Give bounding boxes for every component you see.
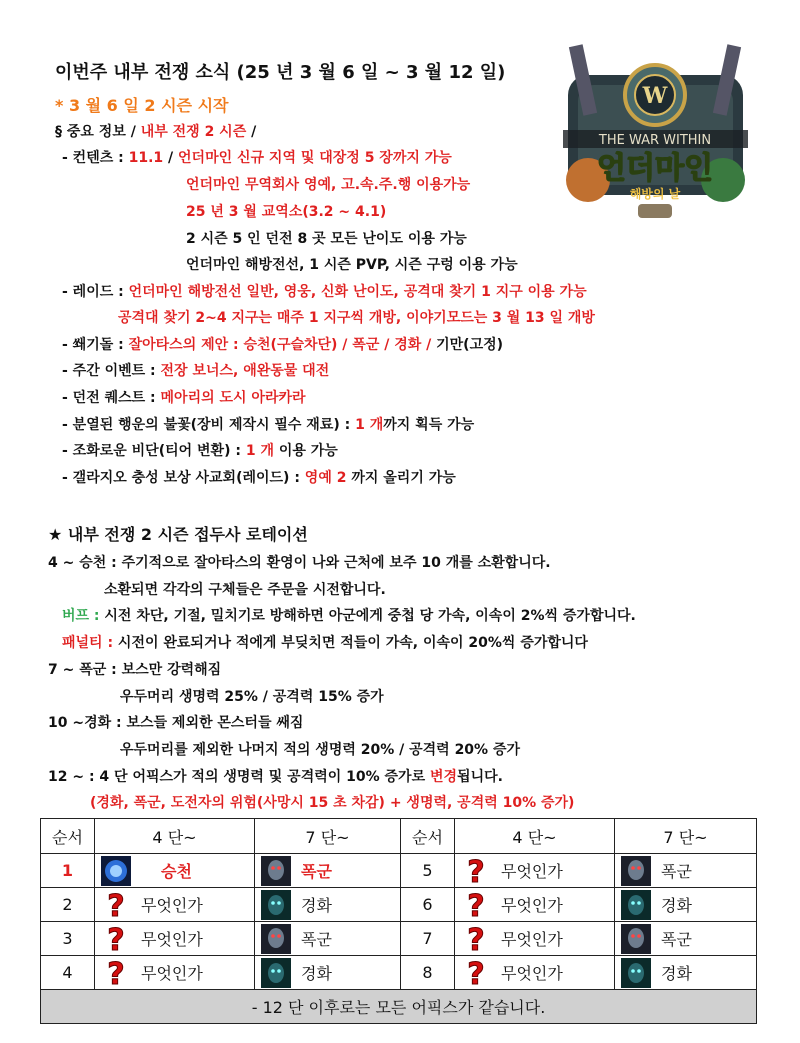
order-cell: 8 xyxy=(401,956,455,990)
content-line-3: 25 년 3 월 교역소(3.2 ~ 4.1) xyxy=(186,204,387,220)
header-7-2: 7 단~ xyxy=(615,819,757,854)
fortified-icon xyxy=(261,890,291,920)
tyrannical-icon xyxy=(261,924,291,954)
affix-4-cell: ? 무엇인가 xyxy=(95,922,255,956)
dungeon-quest-line: - 던전 퀘스트 : 메아리의 도시 아라카라 xyxy=(62,390,306,406)
affix-7-cell: 폭군 xyxy=(615,922,757,956)
affix-7-cell: 폭군 xyxy=(615,854,757,888)
header-7: 7 단~ xyxy=(255,819,401,854)
ascension-line: 4 ~ 승천 : 주기적으로 잘아타스의 환영이 나와 근처에 보주 10 개를 소환합니다. xyxy=(48,555,551,571)
header-4-2: 4 단~ xyxy=(455,819,615,854)
order-cell: 1 xyxy=(41,854,95,888)
raid-line-2: 공격대 찾기 2~4 지구는 매주 1 지구씩 개방, 이야기모드는 3 월 13 일 개방 xyxy=(118,310,595,326)
keystone-line: - 쐐기돌 : 잘아타스의 제안 : 승천(구슬차단) / 폭군 / 경화 / 기만(고정) xyxy=(62,337,504,353)
table-row xyxy=(41,854,757,888)
spark-line: - 분열된 행운의 불꽃(장비 제작시 필수 재료) : 1 개까지 획득 가능 xyxy=(62,417,475,433)
raid-line-1: - 레이드 : 언더마인 해방전선 일반, 영웅, 신화 난이도, 공격대 찾기 1 지구 이용 가능 xyxy=(62,284,587,300)
affix-4-cell: ? 무엇인가 xyxy=(455,956,615,990)
question-mark-icon xyxy=(461,924,491,954)
affix-4-cell: ? 무엇인가 xyxy=(455,888,615,922)
svg-text:?: ? xyxy=(467,957,485,988)
affix-4-cell: ? 무엇인가 xyxy=(95,888,255,922)
svg-text:?: ? xyxy=(107,957,125,988)
fortified-line: 10 ~경화 : 보스들 제외한 몬스터들 쌔짐 xyxy=(48,715,304,731)
svg-text:THE WAR WITHIN: THE WAR WITHIN xyxy=(598,133,712,148)
question-mark-icon xyxy=(461,890,491,920)
svg-text:?: ? xyxy=(107,889,125,920)
affix-4-cell: ? 무엇인가 xyxy=(455,922,615,956)
svg-text:?: ? xyxy=(467,923,485,954)
fortified-icon xyxy=(261,958,291,988)
affix-7-cell: 폭군 xyxy=(255,922,401,956)
content-line-5: 언더마인 해방전선, 1 시즌 PVP, 시즌 구렁 이용 가능 xyxy=(186,257,518,273)
question-mark-icon xyxy=(101,890,131,920)
order-cell: 6 xyxy=(401,888,455,922)
table-footer-row xyxy=(41,990,757,1024)
header-order-2: 순서 xyxy=(401,819,455,854)
affix-7-cell: 경화 xyxy=(255,956,401,990)
page-title: 이번주 내부 전쟁 소식 (25 년 3 월 6 일 ~ 3 월 12 일) xyxy=(55,62,506,83)
buff-line: 버프 : 시전 차단, 기절, 밀치기로 방해하면 아군에게 중첩 당 가속, 이속이 2%씩 증가합니다. xyxy=(62,608,636,624)
content-line-4: 2 시즌 5 인 던전 8 곳 모든 난이도 이용 가능 xyxy=(186,231,467,247)
war-within-logo xyxy=(558,40,753,225)
order-cell: 2 xyxy=(41,888,95,922)
important-info-heading: § 중요 정보 / 내부 전쟁 2 시즌 / xyxy=(55,124,257,140)
svg-text:W: W xyxy=(642,83,668,109)
table-row xyxy=(41,956,757,990)
season-start-note: * 3 월 6 일 2 시즌 시작 xyxy=(55,96,229,115)
level12-note: (경화, 폭군, 도전자의 위험(사망시 15 초 차감) + 생명력, 공격력 10% 증가) xyxy=(90,795,575,811)
affix-7-cell: 경화 xyxy=(255,888,401,922)
svg-text:?: ? xyxy=(107,923,125,954)
affix-7-cell: 폭군 xyxy=(255,854,401,888)
question-mark-icon xyxy=(461,958,491,988)
tyrannical-line: 7 ~ 폭군 : 보스만 강력해짐 xyxy=(48,662,222,678)
level12-line: 12 ~ : 4 단 어픽스가 적의 생명력 및 공격력이 10% 증가로 변경됩니다. xyxy=(48,769,503,785)
header-4: 4 단~ xyxy=(95,819,255,854)
rotation-heading: ★ 내부 전쟁 2 시즌 접두사 로테이션 xyxy=(48,525,308,544)
question-mark-icon xyxy=(101,924,131,954)
affix-4-cell: 승천 xyxy=(95,854,255,888)
affix-rotation-table xyxy=(40,818,757,1024)
svg-text:언더마인: 언더마인 xyxy=(597,151,713,186)
order-cell: 3 xyxy=(41,922,95,956)
tyrannical-icon xyxy=(621,856,651,886)
weekly-event-line: - 주간 이벤트 : 전장 보너스, 애완동물 대전 xyxy=(62,363,330,379)
tyrannical-line-2: 우두머리 생명력 25% / 공격력 15% 증가 xyxy=(120,689,384,705)
gallagio-line: - 갤라지오 충성 보상 사교회(레이드) : 영예 2 까지 올리기 가능 xyxy=(62,470,456,486)
question-mark-icon xyxy=(461,856,491,886)
svg-text:?: ? xyxy=(467,855,485,886)
table-header-row xyxy=(41,819,757,854)
content-line-2: 언더마인 무역회사 영예, 고.속.주.행 이용가능 xyxy=(186,177,471,193)
svg-text:해방의 날: 해방의 날 xyxy=(629,187,681,201)
table-row xyxy=(41,888,757,922)
tyrannical-icon xyxy=(261,856,291,886)
tyrannical-icon xyxy=(621,924,651,954)
table-row xyxy=(41,922,757,956)
order-cell: 4 xyxy=(41,956,95,990)
affix-7-cell: 경화 xyxy=(615,956,757,990)
question-mark-icon xyxy=(101,958,131,988)
penalty-line: 패널티 : 시전이 완료되거나 적에게 부딪치면 적들이 가속, 이속이 20%씩 증가합니다 xyxy=(62,635,588,651)
order-cell: 7 xyxy=(401,922,455,956)
table-footer-note: - 12 단 이후로는 모든 어픽스가 같습니다. xyxy=(41,990,757,1024)
affix-4-cell: ? 무엇인가 xyxy=(455,854,615,888)
ascension-line-2: 소환되면 각각의 구체들은 주문을 시전합니다. xyxy=(104,582,386,598)
ascension-icon xyxy=(101,856,131,886)
fortified-icon xyxy=(621,890,651,920)
fortified-line-2: 우두머리를 제외한 나머지 적의 생명력 20% / 공격력 20% 증가 xyxy=(120,742,521,758)
crest-line: - 조화로운 비단(티어 변환) : 1 개 이용 가능 xyxy=(62,443,338,459)
content-line-1: - 컨텐츠 : 11.1 / 언더마인 신규 지역 및 대장정 5 장까지 가능 xyxy=(62,150,452,166)
fortified-icon xyxy=(621,958,651,988)
header-order: 순서 xyxy=(41,819,95,854)
order-cell: 5 xyxy=(401,854,455,888)
affix-4-cell: ? 무엇인가 xyxy=(95,956,255,990)
svg-text:?: ? xyxy=(467,889,485,920)
affix-7-cell: 경화 xyxy=(615,888,757,922)
